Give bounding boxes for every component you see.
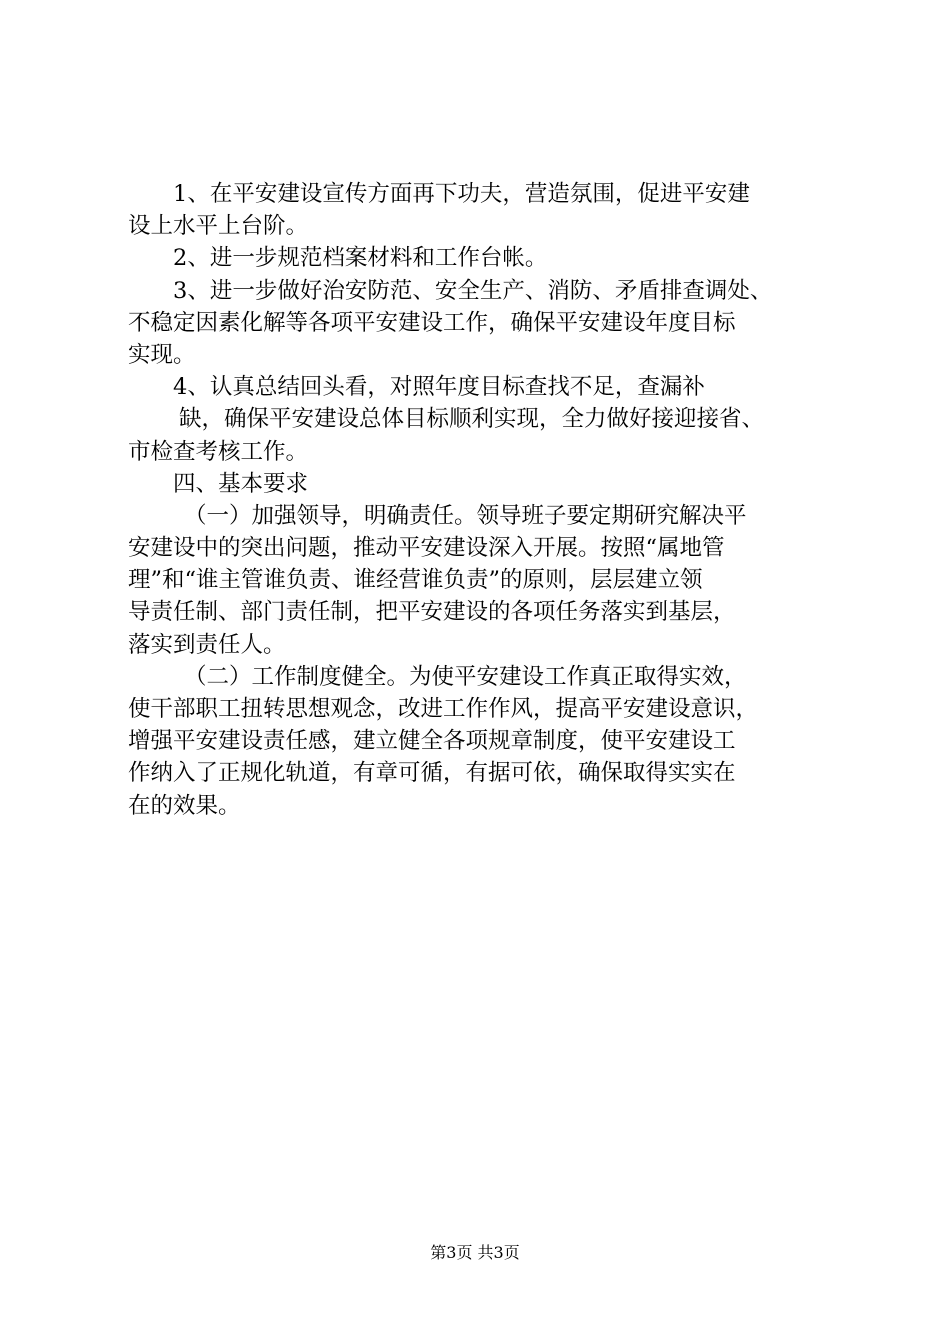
body-line: 作纳入了正规化轨道，有章可循，有据可依，确保取得实实在: [128, 760, 736, 787]
body-line: 实现。: [128, 341, 196, 368]
body-line: 缺，确保平安建设总体目标顺利实现，全力做好接迎接省、: [179, 406, 765, 433]
body-line: 导责任制、部门责任制，把平安建设的各项任务落实到基层，: [128, 599, 736, 626]
body-line: 安建设中的突出问题，推动平安建设深入开展。按照“属地管: [128, 535, 725, 562]
body-line: 使干部职工扭转思想观念，改进工作作风，提高平安建设意识，: [128, 696, 759, 722]
body-line: 落实到责任人。: [128, 631, 286, 658]
section-heading: 四、基本要求: [173, 470, 309, 497]
body-line: 3、进一步做好治安防范、安全生产、消防、矛盾排查调处、: [173, 277, 773, 304]
body-line: 理”和“谁主管谁负责、谁经营谁负责”的原则，层层建立领: [128, 567, 703, 594]
page-footer: [0, 1243, 950, 1263]
body-line: 在的效果。: [128, 792, 241, 819]
body-line: （二）工作制度健全。为使平安建设工作真正取得实效，: [184, 663, 747, 690]
body-line: 1、在平安建设宣传方面再下功夫，营造氛围，促进平安建: [173, 181, 750, 207]
body-line: 增强平安建设责任感，建立健全各项规章制度，使平安建设工: [128, 728, 736, 755]
page-number: 第3页 共3页: [430, 1243, 520, 1262]
body-line: 4、认真总结回头看，对照年度目标查找不足，查漏补: [173, 374, 705, 401]
body-line: 2、进一步规范档案材料和工作台帐。: [173, 245, 548, 272]
body-line: 市检查考核工作。: [128, 438, 309, 465]
document-body: [128, 178, 838, 822]
body-line: （一）加强领导，明确责任。领导班子要定期研究解决平: [184, 502, 747, 529]
body-line: 设上水平上台阶。: [128, 213, 309, 240]
body-line: 不稳定因素化解等各项平安建设工作，确保平安建设年度目标: [128, 309, 736, 336]
